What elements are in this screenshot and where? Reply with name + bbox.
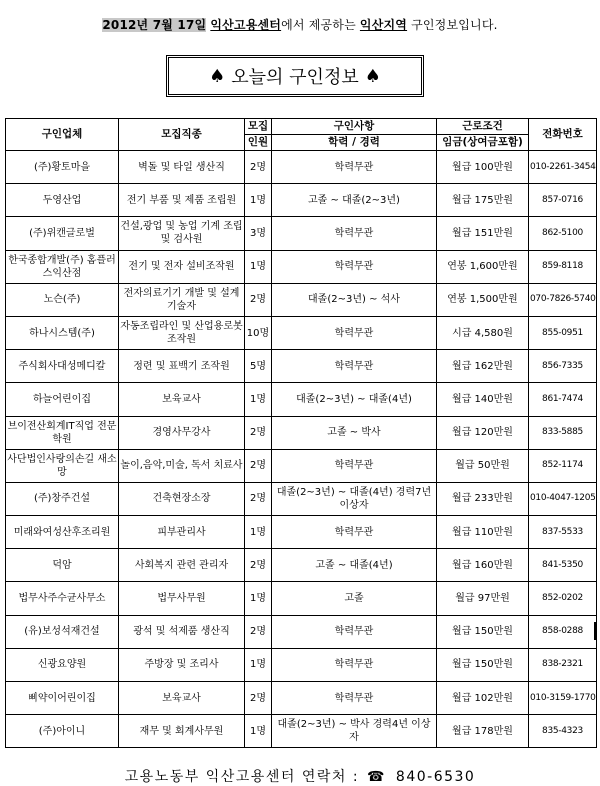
edu-cell: 대졸(2~3년) ~ 석사	[272, 283, 437, 316]
company-cell: (주)창주건설	[6, 482, 119, 515]
table-row	[6, 682, 597, 715]
header-conditions: 근로조건	[437, 119, 529, 135]
company-cell: 한국종합개발(주) 홈플러스익산점	[6, 250, 119, 283]
edu-cell: 고졸 ~ 대졸(2~3년)	[272, 184, 437, 217]
phone-cell: 852-0202	[529, 582, 597, 615]
header-center: 익산고용센터	[210, 18, 282, 32]
count-cell: 2명	[245, 615, 272, 648]
count-cell: 1명	[245, 184, 272, 217]
wage-cell: 월급 233만원	[437, 482, 529, 515]
wage-cell: 월급 110만원	[437, 516, 529, 549]
page-title-text: 오늘의 구인정보	[231, 67, 359, 88]
edu-cell: 학력무관	[272, 250, 437, 283]
wage-cell: 월급 151만원	[437, 217, 529, 250]
table-row	[6, 283, 597, 316]
header-text-mid: 에서 제공하는	[281, 18, 356, 32]
table-row	[6, 516, 597, 549]
count-cell: 2명	[245, 482, 272, 515]
company-cell: 하나시스템(주)	[6, 316, 119, 349]
wage-cell: 월급 178만원	[437, 715, 529, 748]
phone-cell: 837-5533	[529, 516, 597, 549]
count-cell: 1명	[245, 516, 272, 549]
table-row	[6, 715, 597, 748]
job-cell: 주방장 및 조리사	[119, 648, 245, 681]
phone-cell: 838-2321	[529, 648, 597, 681]
phone-cell: 010-2261-3454	[529, 151, 597, 184]
count-cell: 1명	[245, 648, 272, 681]
footer-contact	[0, 766, 600, 786]
job-table	[5, 118, 597, 748]
count-cell: 2명	[245, 151, 272, 184]
company-cell: 사단법인사랑의손길 새소망	[6, 449, 119, 482]
wage-cell: 월급 100만원	[437, 151, 529, 184]
job-cell: 피부관리사	[119, 516, 245, 549]
count-cell: 10명	[245, 316, 272, 349]
company-cell: (주)위캔글로벌	[6, 217, 119, 250]
job-cell: 보육교사	[119, 682, 245, 715]
edu-cell: 학력무관	[272, 682, 437, 715]
company-cell: 브이전산회계IT직업 전문학원	[6, 416, 119, 449]
table-row	[6, 615, 597, 648]
header-count-top: 모집	[245, 119, 272, 135]
phone-cell: 857-0716	[529, 184, 597, 217]
wage-cell: 월급 175만원	[437, 184, 529, 217]
phone-cell: 835-4323	[529, 715, 597, 748]
count-cell: 1명	[245, 383, 272, 416]
header-requirements: 구인사항	[272, 119, 437, 135]
company-cell: (주)아이니	[6, 715, 119, 748]
header-job: 모집직종	[119, 119, 245, 151]
edu-cell: 고졸	[272, 582, 437, 615]
company-cell: 법무사주수균사무소	[6, 582, 119, 615]
count-cell: 2명	[245, 449, 272, 482]
company-cell: 미래와여성산후조리원	[6, 516, 119, 549]
header-wage: 임금(상여금포함)	[437, 135, 529, 151]
edu-cell: 학력무관	[272, 217, 437, 250]
phone-cell: 070-7826-5740	[529, 283, 597, 316]
edu-cell: 고졸 ~ 대졸(4년)	[272, 549, 437, 582]
phone-cell: 833-5885	[529, 416, 597, 449]
table-row	[6, 151, 597, 184]
company-cell: (주)황토마을	[6, 151, 119, 184]
job-cell: 재무 및 회계사무원	[119, 715, 245, 748]
job-cell: 법무사무원	[119, 582, 245, 615]
company-cell: 하늘어린이집	[6, 383, 119, 416]
company-cell: 덕암	[6, 549, 119, 582]
phone-cell: 862-5100	[529, 217, 597, 250]
wage-cell: 월급 162만원	[437, 350, 529, 383]
table-row	[6, 482, 597, 515]
job-cell: 보육교사	[119, 383, 245, 416]
header-phone: 전화번호	[529, 119, 597, 151]
company-cell: 주식회사대성메디칼	[6, 350, 119, 383]
company-cell: (유)보성석재건설	[6, 615, 119, 648]
header-count-bottom: 인원	[245, 135, 272, 151]
company-cell: 삐약이어린이집	[6, 682, 119, 715]
job-cell: 정련 및 표백기 조작원	[119, 350, 245, 383]
header-text-end: 구인정보입니다.	[411, 18, 498, 32]
header-date: 2012년 7월 17일	[102, 18, 207, 32]
count-cell: 3명	[245, 217, 272, 250]
edu-cell: 학력무관	[272, 648, 437, 681]
header-line	[0, 16, 600, 33]
phone-cell: 859-8118	[529, 250, 597, 283]
phone-cell: 856-7335	[529, 350, 597, 383]
job-cell: 자동조립라인 및 산업용로봇 조작원	[119, 316, 245, 349]
job-cell: 놀이,음악,미술, 독서 치료사	[119, 449, 245, 482]
table-row	[6, 449, 597, 482]
margin-mark	[594, 622, 597, 640]
job-cell: 전기 및 전자 설비조작원	[119, 250, 245, 283]
footer-phone: 840-6530	[395, 769, 476, 785]
company-cell: 신광요양원	[6, 648, 119, 681]
edu-cell: 학력무관	[272, 449, 437, 482]
footer-text: 고용노동부 익산고용센터 연락처 :	[124, 769, 360, 785]
phone-icon: ☎	[367, 769, 386, 785]
edu-cell: 학력무관	[272, 615, 437, 648]
count-cell: 2명	[245, 682, 272, 715]
job-cell: 건설,광업 및 농업 기계 조립 및 검사원	[119, 217, 245, 250]
table-row	[6, 383, 597, 416]
wage-cell: 연봉 1,600만원	[437, 250, 529, 283]
wage-cell: 월급 150만원	[437, 615, 529, 648]
wage-cell: 시급 4,580원	[437, 316, 529, 349]
wage-cell: 월급 150만원	[437, 648, 529, 681]
job-cell: 경영사무강사	[119, 416, 245, 449]
wage-cell: 월급 140만원	[437, 383, 529, 416]
header-region: 익산지역	[359, 18, 408, 32]
spade-icon: ♠	[209, 65, 226, 87]
job-cell: 광석 및 석제품 생산직	[119, 615, 245, 648]
edu-cell: 학력무관	[272, 516, 437, 549]
table-row	[6, 250, 597, 283]
count-cell: 1명	[245, 250, 272, 283]
table-row	[6, 350, 597, 383]
wage-cell: 월급 120만원	[437, 416, 529, 449]
job-cell: 벽돌 및 타일 생산직	[119, 151, 245, 184]
table-row	[6, 217, 597, 250]
job-cell: 전자의료기기 개발 및 설계 기술자	[119, 283, 245, 316]
wage-cell: 연봉 1,500만원	[437, 283, 529, 316]
phone-cell: 010-4047-1205	[529, 482, 597, 515]
count-cell: 1명	[245, 715, 272, 748]
edu-cell: 대졸(2~3년) ~ 대졸(4년) 경력7년 이상자	[272, 482, 437, 515]
edu-cell: 대졸(2~3년) ~ 대졸(4년)	[272, 383, 437, 416]
edu-cell: 학력무관	[272, 350, 437, 383]
table-row	[6, 582, 597, 615]
count-cell: 2명	[245, 283, 272, 316]
count-cell: 1명	[245, 582, 272, 615]
company-cell: 노슨(주)	[6, 283, 119, 316]
phone-cell: 010-3159-1770	[529, 682, 597, 715]
phone-cell: 858-0288	[529, 615, 597, 648]
job-cell: 전기 부품 및 제품 조립원	[119, 184, 245, 217]
phone-cell: 841-5350	[529, 549, 597, 582]
wage-cell: 월급 97만원	[437, 582, 529, 615]
header-edu: 학력 / 경력	[272, 135, 437, 151]
table-row	[6, 648, 597, 681]
table-row	[6, 416, 597, 449]
edu-cell: 학력무관	[272, 316, 437, 349]
edu-cell: 대졸(2~3년) ~ 박사 경력4년 이상자	[272, 715, 437, 748]
job-cell: 사회복지 관련 관리자	[119, 549, 245, 582]
job-cell: 건축현장소장	[119, 482, 245, 515]
count-cell: 5명	[245, 350, 272, 383]
edu-cell: 학력무관	[272, 151, 437, 184]
phone-cell: 861-7474	[529, 383, 597, 416]
phone-cell: 855-0951	[529, 316, 597, 349]
table-row	[6, 549, 597, 582]
wage-cell: 월급 160만원	[437, 549, 529, 582]
page-title	[166, 55, 424, 97]
phone-cell: 852-1174	[529, 449, 597, 482]
count-cell: 2명	[245, 549, 272, 582]
header-company: 구인업체	[6, 119, 119, 151]
spade-icon: ♠	[364, 65, 381, 87]
wage-cell: 월급 102만원	[437, 682, 529, 715]
table-row	[6, 184, 597, 217]
table-row	[6, 316, 597, 349]
count-cell: 2명	[245, 416, 272, 449]
company-cell: 두영산업	[6, 184, 119, 217]
edu-cell: 고졸 ~ 박사	[272, 416, 437, 449]
wage-cell: 월급 50만원	[437, 449, 529, 482]
